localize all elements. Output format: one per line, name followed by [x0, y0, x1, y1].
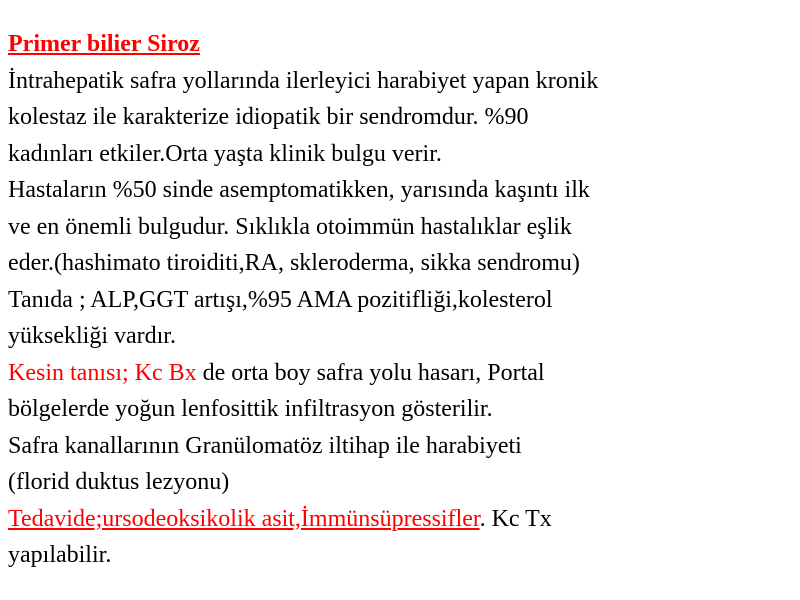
- paragraph-granulomatous: [8, 428, 788, 465]
- paragraph-treatment: [8, 501, 788, 574]
- paragraph-florid: [8, 464, 788, 501]
- symptoms-line-3: eder.(hashimato tiroiditi,RA, skleroderma, sikka sendromu): [8, 250, 580, 276]
- paragraph-symptoms: [8, 172, 788, 282]
- definitive-diagnosis-highlight: Kesin tanısı; Kc Bx: [8, 359, 197, 386]
- definitive-diagnosis-line-1-rest: de orta boy safra yolu hasarı, Portal: [196, 359, 545, 386]
- slide-text-body: [8, 26, 788, 574]
- paragraph-definition: [8, 63, 788, 173]
- treatment-line-1-rest: . Kc Tx: [479, 505, 552, 532]
- definition-line-3: kadınları etkiler.Orta yaşta klinik bulgu verir.: [8, 140, 442, 167]
- symptoms-line-1: Hastaların %50 sinde asemptomatikken, yarısında kaşıntı ilk: [8, 177, 590, 203]
- paragraph-definitive-diagnosis: [8, 355, 788, 428]
- definitive-diagnosis-line-2: bölgelerde yoğun lenfosittik infiltrasyon gösterilir.: [8, 396, 493, 422]
- definition-line-2: kolestaz ile karakterize idiopatik bir sendromdur. %90: [8, 104, 529, 130]
- symptoms-line-2: ve en önemli bulgudur. Sıklıkla otoimmün hastalıklar eşlik: [8, 213, 572, 240]
- treatment-line-2: yapılabilir.: [8, 542, 112, 568]
- granulomatous-line-2: (florid duktus lezyonu): [8, 469, 230, 495]
- paragraph-diagnosis: [8, 282, 788, 355]
- diagnosis-line-2: yüksekliği vardır.: [8, 323, 176, 349]
- slide-title: Primer bilier Siroz: [8, 31, 200, 57]
- definition-line-1: İntrahepatik safra yollarında ilerleyici harabiyet yapan kronik: [8, 67, 599, 94]
- treatment-highlight: Tedavide;ursodeoksikolik asit,İmmünsüpressifler: [8, 505, 480, 532]
- definitive-diagnosis-line-1: [8, 355, 788, 392]
- granulomatous-line-1: Safra kanallarının Granülomatöz iltihap ile harabiyeti: [8, 432, 522, 459]
- diagnosis-line-1: Tanıda ; ALP,GGT artışı,%95 AMA pozitifliği,kolesterol: [8, 286, 553, 313]
- treatment-line-1: [8, 501, 788, 538]
